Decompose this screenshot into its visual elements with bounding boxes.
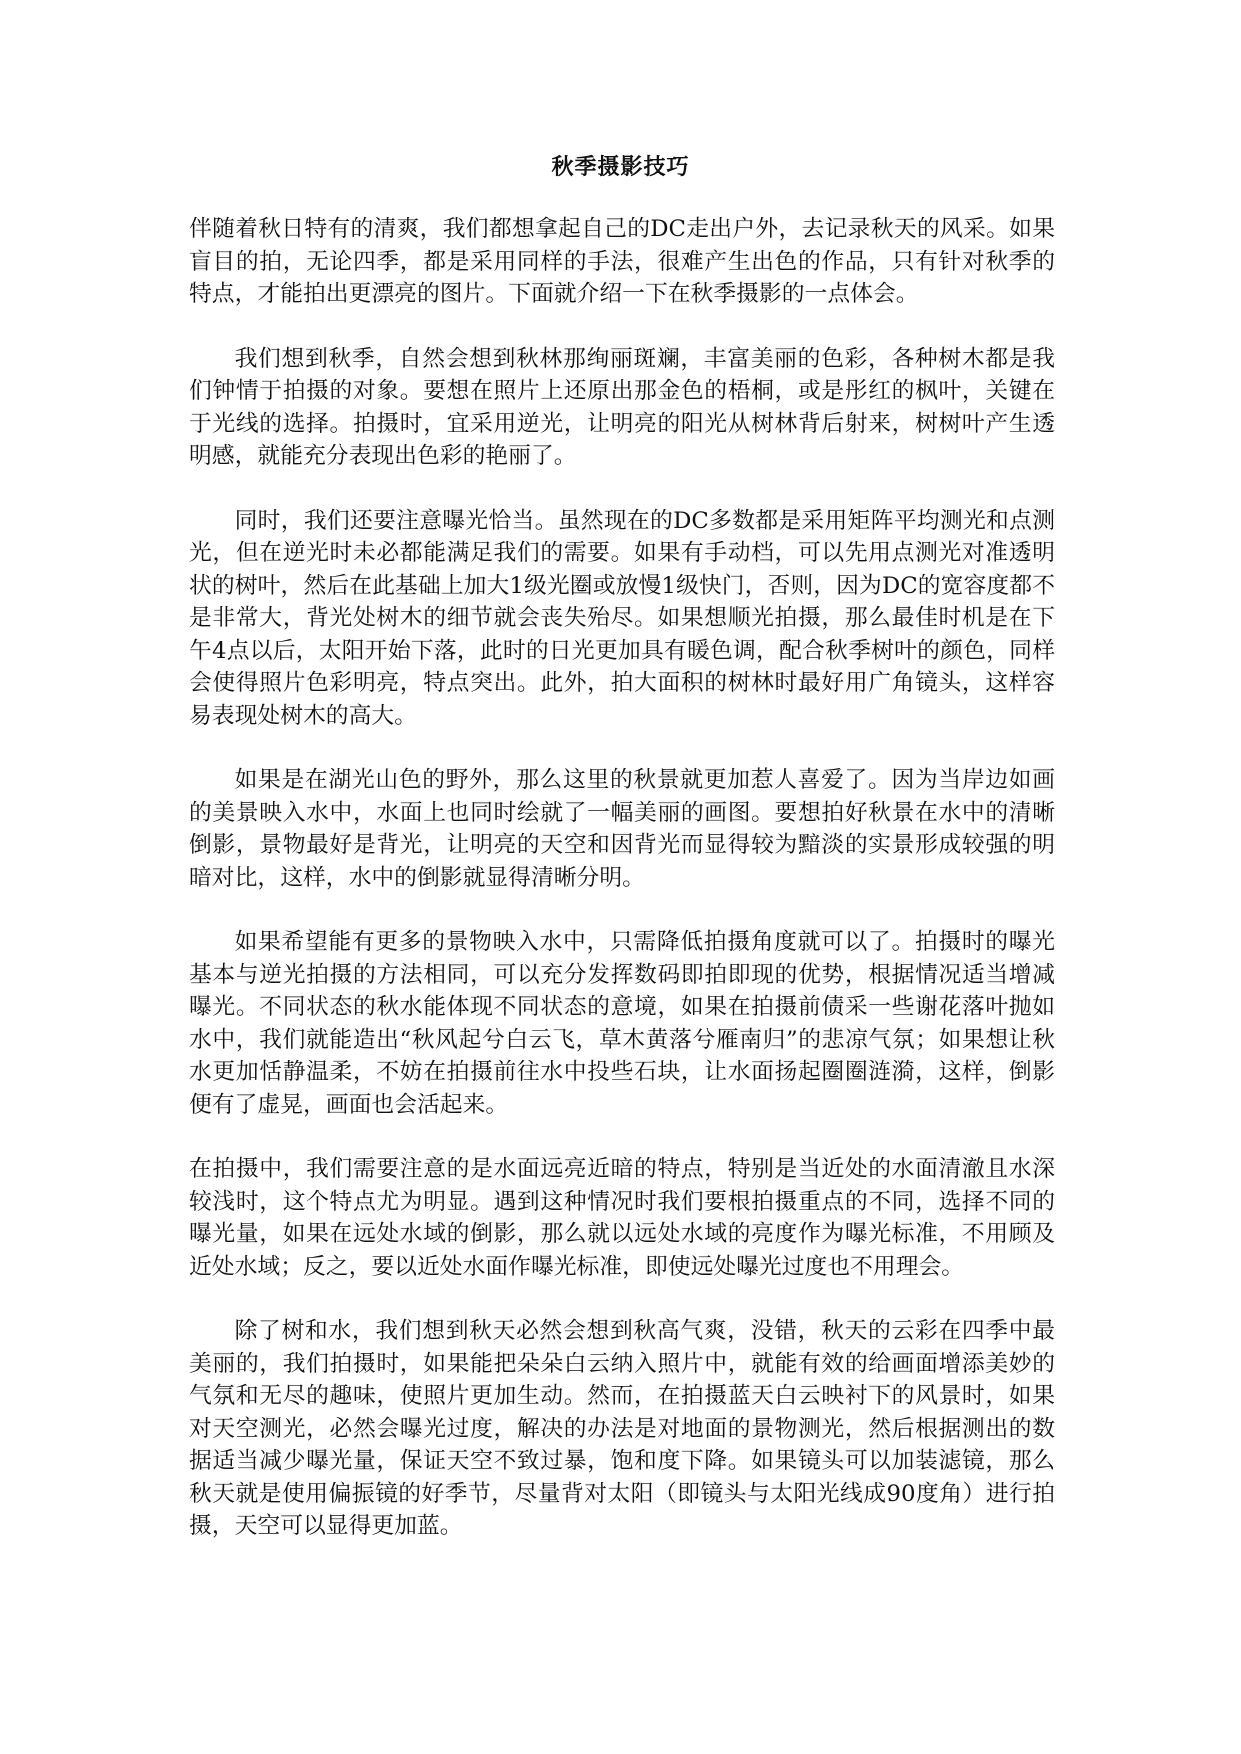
paragraph-2: 我们想到秋季，自然会想到秋林那绚丽斑斓，丰富美丽的色彩，各种树木都是我们钟情于拍摄的对象。要想在照片上还原出那金色的梧桐，或是彤红的枫叶，关键在于光线的选择。拍摄时，宜采用逆光，让明亮的阳光从树林背后射来，树树叶产生透明感，就能充分表现出色彩的艳丽了。 xyxy=(189,345,1055,469)
paragraph-4: 如果是在湖光山色的野外，那么这里的秋景就更加惹人喜爱了。因为当岸边如画的美景映入水中，水面上也同时绘就了一幅美丽的画图。要想拍好秋景在水中的清晰倒影，景物最好是背光，让明亮的天空和因背光而显得较为黯淡的实景形成较强的明暗对比，这样，水中的倒影就显得清晰分明。 xyxy=(189,767,1055,891)
paragraph-6: 在拍摄中，我们需要注意的是水面远亮近暗的特点，特别是当近处的水面清澈且水深较浅时，这个特点尤为明显。遇到这种情况时我们要根拍摄重点的不同，选择不同的曝光量，如果在远处水域的倒影，那么就以远处水域的亮度作为曝光标准，不用顾及近处水域；反之，要以近处水面作曝光标准，即使远处曝光过度也不用理会。 xyxy=(189,1156,1055,1280)
paragraph-3: 同时，我们还要注意曝光恰当。虽然现在的DC多数都是采用矩阵平均测光和点测光，但在逆光时未必都能满足我们的需要。如果有手动档，可以先用点测光对准透明状的树叶，然后在此基础上加大1级光圈或放慢1级快门，否则，因为DC的宽容度都不是非常大，背光处树木的细节就会丧失殆尽。如果想顺光拍摄，那么最佳时机是在下午4点以后，太阳开始下落，此时的日光更加具有暖色调，配合秋季树叶的颜色，同样会使得照片色彩明亮，特点突出。此外，拍大面积的树林时最好用广角镜头，这样容易表现处树木的高大。 xyxy=(189,507,1055,729)
document-title: 秋季摄影技巧 xyxy=(551,154,690,180)
paragraph-1: 伴随着秋日特有的清爽，我们都想拿起自己的DC走出户外，去记录秋天的风采。如果盲目的拍，无论四季，都是采用同样的手法，很难产生出色的作品，只有针对秋季的特点，才能拍出更漂亮的图片。下面就介绍一下在秋季摄影的一点体会。 xyxy=(189,216,1055,307)
paragraph-7: 除了树和水，我们想到秋天必然会想到秋高气爽，没错，秋天的云彩在四季中最美丽的，我们拍摄时，如果能把朵朵白云纳入照片中，就能有效的给画面增添美妙的气氛和无尽的趣味，使照片更加生动。然而，在拍摄蓝天白云映衬下的风景时，如果对天空测光，必然会曝光过度，解决的办法是对地面的景物测光，然后根据测出的数据适当减少曝光量，保证天空不致过暴，饱和度下降。如果镜头可以加装滤镜，那么秋天就是使用偏振镜的好季节，尽量背对太阳（即镜头与太阳光线成90度角）进行拍摄，天空可以显得更加蓝。 xyxy=(189,1318,1055,1539)
document-body xyxy=(189,213,1055,1575)
paragraph-5: 如果希望能有更多的景物映入水中，只需降低拍摄角度就可以了。拍摄时的曝光基本与逆光拍摄的方法相同，可以充分发挥数码即拍即现的优势，根据情况适当增减曝光。不同状态的秋水能体现不同状态的意境，如果在拍摄前债采一些谢花落叶抛如水中，我们就能造出“秋风起兮白云飞，草木黄落兮雁南归”的悲凉气氛；如果想让秋水更加恬静温柔，不妨在拍摄前往水中投些石块，让水面扬起圈圈涟漪，这样，倒影便有了虚晃，画面也会活起来。 xyxy=(189,929,1055,1118)
